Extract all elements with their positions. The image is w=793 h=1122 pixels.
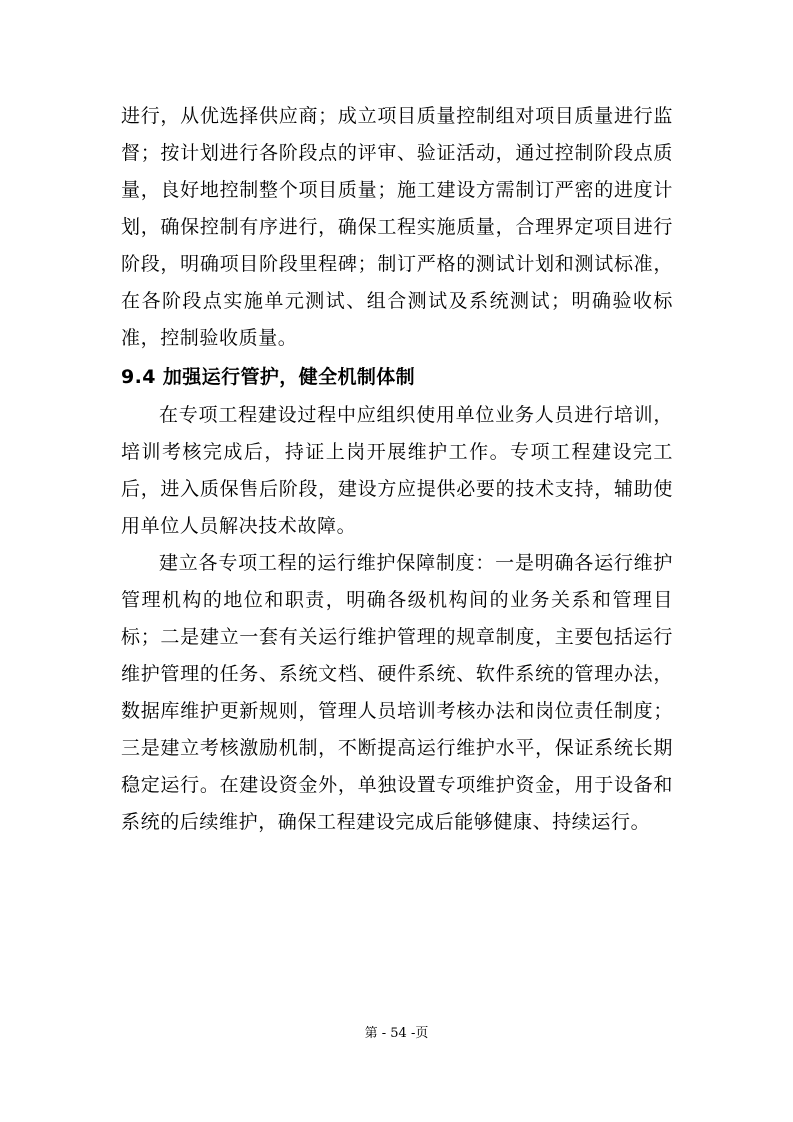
body-paragraph-maintenance-system: 建立各专项工程的运行维护保障制度：一是明确各运行维护管理机构的地位和职责，明确各级机构间的业务关系和管理目标；二是建立一套有关运行维护管理的规章制度，主要包括运行维护管理的任务、系统文档、硬件系统、软件系统的管理办法，数据库维护更新规则，管理人员培训考核办法和岗位责任制度；三是建立考核激励机制，不断提高运行维护水平，保证系统长期稳定运行。在建设资金外，单独设置专项维护资金，用于设备和系统的后续维护，确保工程建设完成后能够健康、持续运行。 [121,552,673,833]
body-paragraph-training: 在专项工程建设过程中应组织使用单位业务人员进行培训，培训考核完成后，持证上岗开展维护工作。专项工程建设完工后，进入质保售后阶段，建设方应提供必要的技术支持，辅助使用单位人员解决技术故障。 [121,404,673,537]
document-page [121,98,673,841]
section-heading: 9.4 加强运行管护，健全机制体制 [121,366,416,388]
body-paragraph-continued: 进行，从优选择供应商；成立项目质量控制组对项目质量进行监督；按计划进行各阶段点的评审、验证活动，通过控制阶段点质量，良好地控制整个项目质量；施工建设方需制订严密的进度计划，确保控制有序进行，确保工程实施质量，合理界定项目进行阶段，明确项目阶段里程碑；制订严格的测试计划和测试标准，在各阶段点实施单元测试、组合测试及系统测试；明确验收标准，控制验收质量。 [121,105,673,349]
page-number-footer: 第 - 54 -页 [364,1026,429,1041]
